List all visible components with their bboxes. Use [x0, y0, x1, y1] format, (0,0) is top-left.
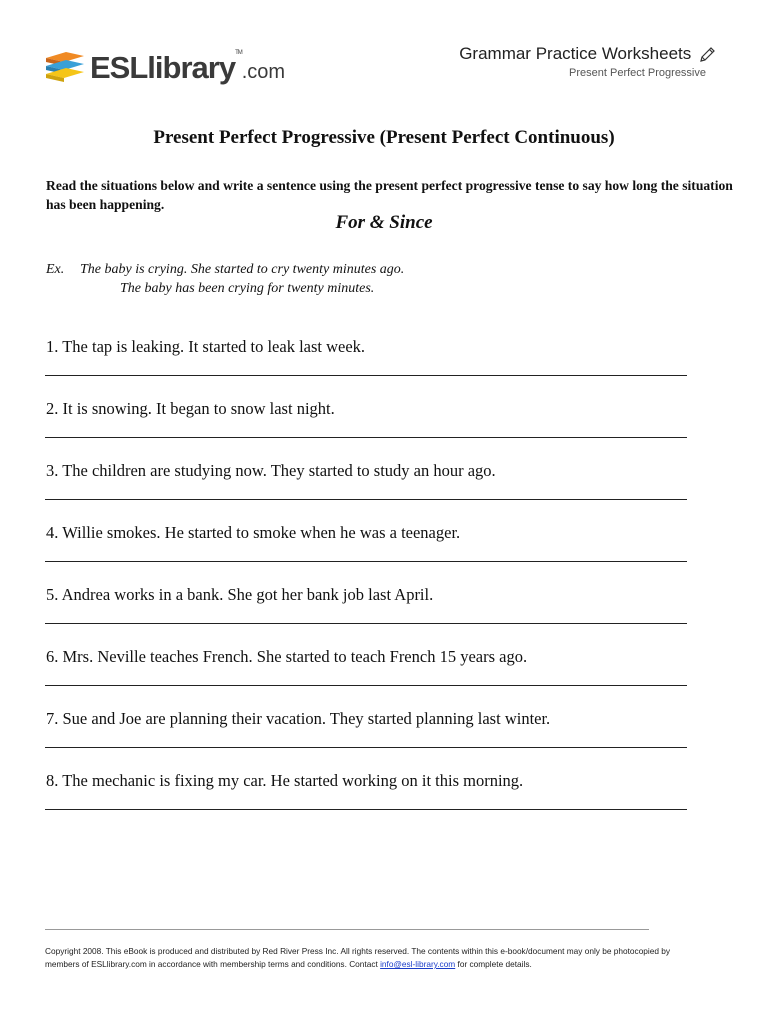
question-8: 8. The mechanic is fixing my car. He started working on it this morning.	[46, 771, 524, 790]
question-5: 5. Andrea works in a bank. She got her bank job last April.	[46, 585, 434, 604]
answer-line-8[interactable]	[45, 809, 687, 810]
header-title-row	[459, 44, 716, 64]
logo-dotcom: .com	[241, 61, 286, 83]
answer-line-7[interactable]	[45, 747, 687, 748]
header-right	[459, 44, 716, 79]
footer-text-end: for complete details.	[455, 959, 532, 969]
logo-wordmark	[90, 50, 285, 86]
footer-text: Copyright 2008. This eBook is produced and distributed by Red River Press Inc. All rights reserved. The contents within this e-book/document may only be photocopied by members of ESLlibrary.com in accordance with membership terms and conditions. Contact	[45, 946, 671, 969]
logo-tm: TM	[235, 50, 242, 56]
question-3: 3. The children are studying now. They started to study an hour ago.	[46, 461, 496, 480]
footer-divider	[45, 929, 649, 930]
logo-main-text: ESLlibrary	[90, 50, 236, 85]
example-block	[46, 260, 404, 298]
header-title: Grammar Practice Worksheets	[459, 44, 692, 63]
question-2: 2. It is snowing. It began to snow last night.	[46, 399, 335, 418]
books-logo-icon	[44, 44, 88, 88]
answer-line-1[interactable]	[45, 375, 687, 376]
worksheet-title: Present Perfect Progressive (Present Perfect Continuous)	[153, 127, 615, 148]
answer-line-5[interactable]	[45, 623, 687, 624]
answer-line-2[interactable]	[45, 437, 687, 438]
footer-email-link[interactable]: info@esl-library.com	[380, 959, 456, 969]
pencil-icon	[698, 46, 716, 64]
answer-line-3[interactable]	[45, 499, 687, 500]
example-situation: The baby is crying. She started to cry twenty minutes ago.	[80, 262, 405, 277]
question-7: 7. Sue and Joe are planning their vacation. They started planning last winter.	[46, 709, 551, 728]
question-1: 1. The tap is leaking. It started to leak last week.	[46, 337, 366, 356]
example-label: Ex.	[46, 262, 65, 277]
example-line-1	[46, 260, 404, 279]
footer-copyright	[45, 945, 685, 971]
header-subtitle: Present Perfect Progressive	[569, 67, 706, 79]
subheading: For & Since	[335, 212, 433, 233]
answer-line-6[interactable]	[45, 685, 687, 686]
example-answer: The baby has been crying for twenty minutes.	[120, 281, 375, 296]
question-4: 4. Willie smokes. He started to smoke when he was a teenager.	[46, 523, 461, 542]
esl-library-logo	[44, 44, 284, 90]
answer-line-4[interactable]	[45, 561, 687, 562]
question-6: 6. Mrs. Neville teaches French. She started to teach French 15 years ago.	[46, 647, 528, 666]
instructions: Read the situations below and write a sentence using the present perfect progressive tense to say how long the situation has been happening.	[46, 178, 733, 212]
